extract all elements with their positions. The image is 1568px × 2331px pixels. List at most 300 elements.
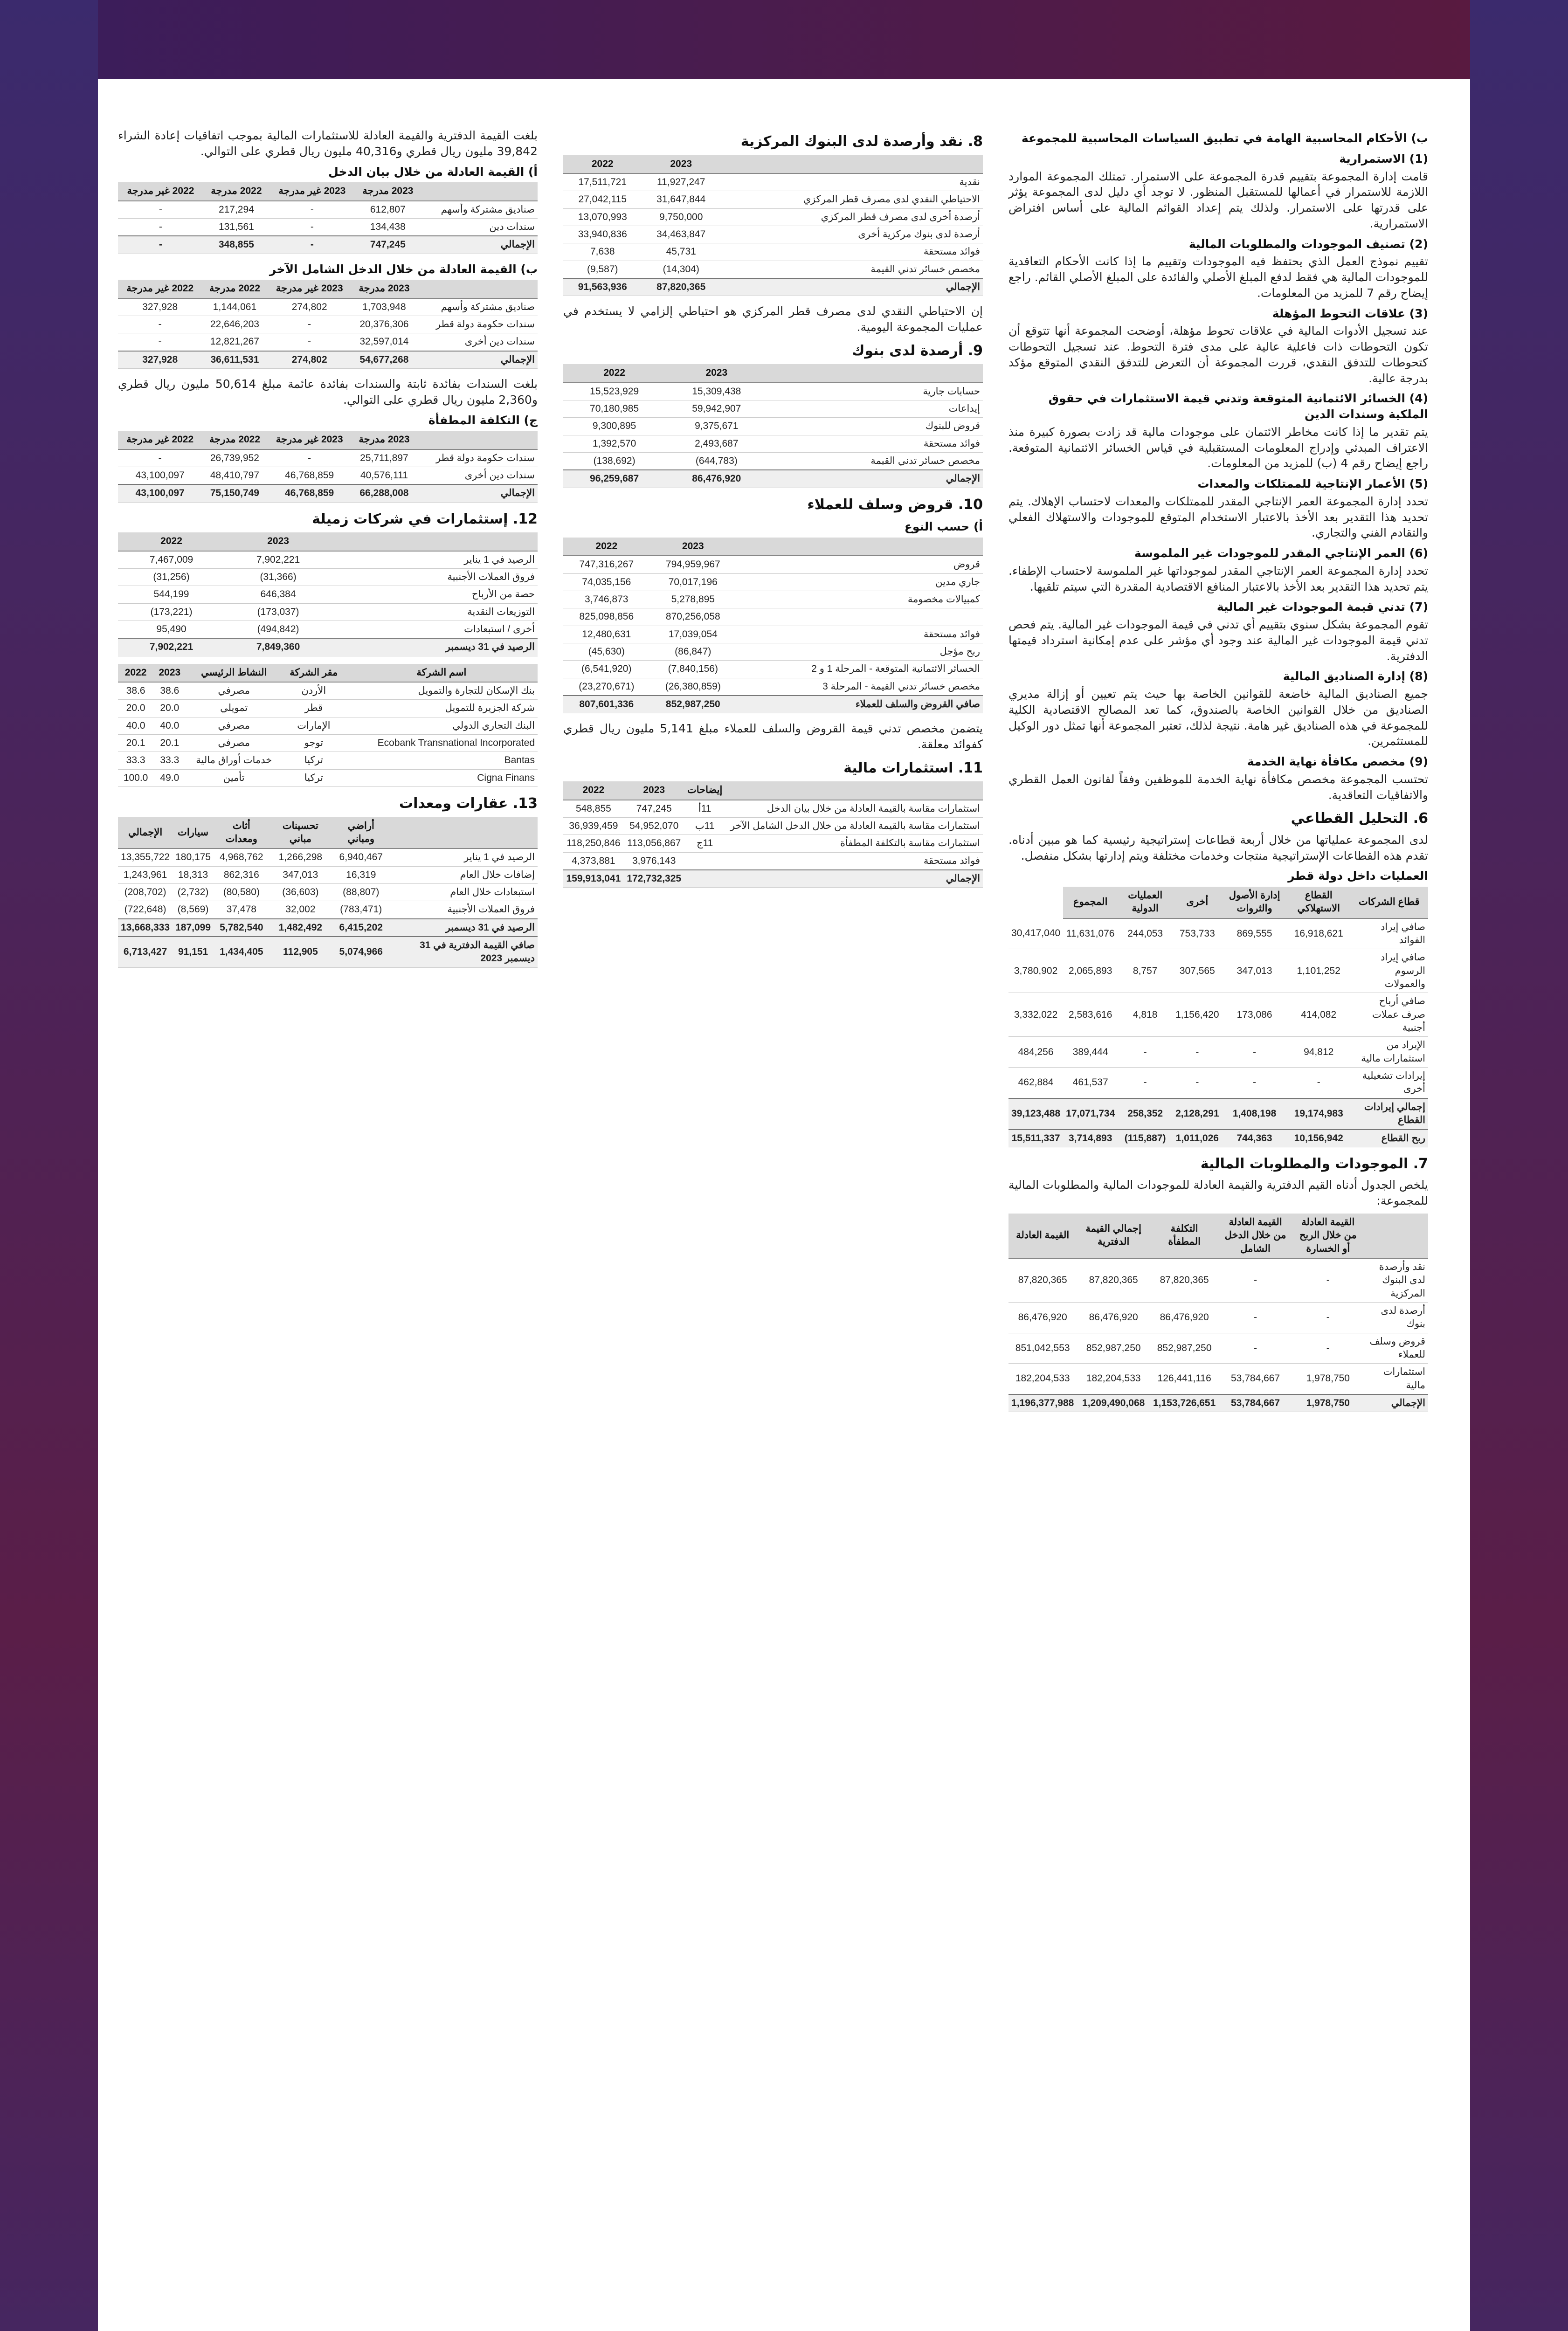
table-row [118, 586, 538, 603]
table-row [1008, 1394, 1428, 1412]
table-row [1008, 918, 1428, 949]
row-label: التوزيعات النقدية [332, 603, 538, 621]
table-cell: 307,565 [1173, 949, 1222, 993]
table-cell: 548,855 [563, 800, 624, 818]
table-cell: 13,668,333 [118, 919, 173, 937]
table-cell: (80,580) [214, 883, 269, 901]
section-heading: 10. قروض وسلف للعملاء [807, 496, 983, 513]
row-label: جاري مدين [736, 573, 983, 591]
table-cell: 66,288,008 [352, 484, 417, 502]
row-label: صافي القروض والسلف للعملاء [736, 696, 983, 713]
table-cell: 91,151 [173, 937, 214, 967]
column-header: 2023 [153, 664, 186, 682]
table-cell: (722,648) [118, 901, 173, 919]
table-cell: 869,555 [1222, 918, 1287, 949]
table-cell: 15,309,438 [665, 383, 767, 400]
row-label: ربح القطاع [1350, 1130, 1428, 1147]
table-row [563, 470, 983, 488]
table-cell: 87,820,365 [1077, 1258, 1150, 1303]
table-cell: 753,733 [1173, 918, 1222, 949]
table-cell: 747,316,267 [563, 556, 650, 573]
table-row [563, 608, 983, 626]
table-cell: (7,840,156) [650, 661, 737, 678]
row-label: أرصدة لدى بنوك [1364, 1302, 1428, 1333]
column-header: تحسينات مباني [269, 817, 332, 849]
table-row [118, 700, 538, 717]
table-cell: 794,959,967 [650, 556, 737, 573]
column-header: أراضي ومباني [332, 817, 390, 849]
table-cell: 825,098,856 [563, 608, 650, 626]
row-label: سندات حكومة دولة قطر [417, 316, 538, 333]
table-cell: (86,847) [650, 643, 737, 660]
table-cell: 1,392,570 [563, 435, 665, 452]
table-cell: 3,976,143 [624, 852, 684, 870]
right-border [1470, 0, 1568, 2331]
table-row [563, 678, 983, 696]
table-cell: 40.0 [118, 717, 153, 734]
column-header: 2023 مدرجة [352, 280, 417, 298]
column-header: 2022 غير مدرجة [118, 431, 202, 449]
row-label: الخسائر الائتمانية المتوقعة - المرحلة 1 و 2 [736, 661, 983, 678]
table-row [1008, 1258, 1428, 1303]
paragraph: تحدد إدارة المجموعة العمر الإنتاجي المقدر لموجوداتها غير الملموسة لاحتساب الإطفاء. يتم تحديد هذا التقدير بعد الأخذ بالاعتبار المنافع الاقتصادية المقدرة التي سيتم تلقيها. [1008, 564, 1428, 593]
sub-heading: (2) تصنيف الموجودات والمطلوبات المالية [1188, 237, 1428, 251]
table-header-row [1008, 887, 1428, 918]
sub-heading: (1) الاستمرارية [1339, 152, 1428, 166]
table-cell: 11ب [684, 818, 725, 835]
table-cell: 274,802 [268, 298, 352, 316]
table-row [1008, 1130, 1428, 1147]
table-cell: 462,884 [1008, 1068, 1063, 1098]
sub-heading: (8) إدارة الصناديق المالية [1283, 669, 1428, 683]
table-cell: 11أ [684, 800, 725, 818]
table-row [118, 201, 538, 219]
table-cell: 6,415,202 [332, 919, 390, 937]
table-cell: (208,702) [118, 883, 173, 901]
row-label: Cigna Finans [345, 769, 538, 786]
column-header: 2022 [118, 532, 225, 551]
table-cell: 36,611,531 [202, 351, 267, 369]
column-header: إيضاحات [684, 781, 725, 800]
table-cell: تأمين [186, 769, 282, 786]
column-right [1008, 126, 1428, 1420]
table-body [118, 298, 538, 369]
table-cell: 32,002 [269, 901, 332, 919]
column-header [421, 182, 538, 200]
table-cell: 17,071,734 [1063, 1098, 1118, 1130]
table-cell: 45,731 [642, 243, 720, 261]
table-header-row [563, 364, 983, 382]
table-cell: 48,410,797 [202, 467, 267, 485]
table-row [563, 452, 983, 470]
table-cell: 807,601,336 [563, 696, 650, 713]
row-label: فروق العملات الأجنبية [332, 568, 538, 586]
table-row [1008, 993, 1428, 1037]
table-head [118, 817, 538, 849]
table-cell: 46,768,859 [268, 484, 352, 502]
table-cell: 612,807 [355, 201, 421, 219]
paragraph: عند تسجيل الأدوات المالية في علاقات تحوط مؤهلة، أوضحت المجموعة أنها تتوقع أن تكون التحوطات ذات فاعلية عالية على مدى فترة التحوط. عند تسجيل التحوطات كتحوطات للتدفق النقدي، قررت المجموعة أن التعرض للتدفق النقدي المتوقع مؤكد بدرجة عالية. [1008, 324, 1428, 385]
column-header: 2022 مدرجة [202, 280, 267, 298]
table-body [563, 556, 983, 713]
table-head [118, 532, 538, 551]
table-cell: 96,259,687 [563, 470, 665, 488]
row-label: حصة من الأرباح [332, 586, 538, 603]
table-cell: 327,928 [118, 351, 202, 369]
row-label: سندات دين [421, 218, 538, 236]
table-cell: 134,438 [355, 218, 421, 236]
table-cell: - [269, 201, 355, 219]
table-row [563, 173, 983, 191]
table-cell: - [118, 333, 202, 351]
sub-heading: (9) مخصص مكافأة نهاية الخدمة [1247, 755, 1428, 768]
table-cell: تمويلي [186, 700, 282, 717]
table-row [1008, 1333, 1428, 1364]
table-cell: 244,053 [1118, 918, 1173, 949]
table-cell: 12,480,631 [563, 626, 650, 643]
table-row [1008, 949, 1428, 993]
table-cell: 49.0 [153, 769, 186, 786]
table-cell: 4,968,762 [214, 848, 269, 866]
column-header: القيمة العادلة من خلال الدخل الشامل [1218, 1214, 1292, 1258]
table-cell: - [118, 201, 203, 219]
section-heading: 7. الموجودات والمطلوبات المالية [1200, 1155, 1428, 1172]
table-cell: 1,434,405 [214, 937, 269, 967]
section-heading: 11. استثمارات مالية [843, 759, 983, 776]
table-cell: 53,784,667 [1218, 1364, 1292, 1394]
paragraph: يلخص الجدول أدناه القيم الدفترية والقيمة العادلة للموجودات المالية والمطلوبات المالية للمجموعة: [1008, 1178, 1428, 1208]
row-label [736, 608, 983, 626]
table-cell: 59,942,907 [665, 400, 767, 417]
table-row [563, 661, 983, 678]
column-header: 2022 [563, 155, 642, 173]
table-cell: - [118, 218, 203, 236]
top-band [0, 0, 1568, 79]
section-heading: ب) الأحكام المحاسبية الهامة في تطبيق السياسات المحاسبية للمجموعة [1021, 131, 1428, 145]
paragraph: بلغت السندات بفائدة ثابتة والسندات بفائدة عائمة مبلغ 50,614 مليون ريال قطري و2,360 مليون ريال قطري على التوالي. [118, 377, 538, 407]
table-head [563, 781, 983, 800]
table-cell: 4,373,881 [563, 852, 624, 870]
table-body [118, 449, 538, 503]
table-cell: 348,855 [203, 236, 269, 254]
table-row [563, 818, 983, 835]
column-header: 2022 مدرجة [202, 431, 267, 449]
column-header [417, 431, 538, 449]
table-body [563, 800, 983, 888]
table-cell: الأردن [282, 682, 345, 700]
table-cell: 258,352 [1118, 1098, 1173, 1130]
associates-table [118, 532, 538, 656]
table-cell: 7,467,009 [118, 551, 225, 569]
row-label: إيرادات تشغيلية أخرى [1350, 1068, 1428, 1098]
table-cell: 38.6 [118, 682, 153, 700]
table-cell: 9,300,895 [563, 418, 665, 435]
table-header-row [118, 280, 538, 298]
sub-heading: (3) علاقات التحوط المؤهلة [1272, 306, 1428, 320]
table-cell: 3,780,902 [1008, 949, 1063, 993]
row-label: فروق العملات الأجنبية [390, 901, 538, 919]
sub-heading: (5) الأعمار الإنتاجية للممتلكات والمعدات [1197, 477, 1428, 490]
table-cell: - [1292, 1302, 1364, 1333]
row-label: صافي إيراد الفوائد [1350, 918, 1428, 949]
row-label: فوائد مستحقة [725, 852, 983, 870]
table-cell: 25,711,897 [352, 449, 417, 467]
table-head [118, 280, 538, 298]
table-cell: 862,316 [214, 866, 269, 883]
column-header: 2022 [563, 781, 624, 800]
investments-table [563, 781, 983, 888]
column-header: 2023 غير مدرجة [269, 182, 355, 200]
banks-table [563, 364, 983, 488]
table-cell: 5,278,895 [650, 591, 737, 608]
column-header: إدارة الأصول والثروات [1222, 887, 1287, 918]
table-cell: 22,646,203 [202, 316, 267, 333]
table-cell: 1,482,492 [269, 919, 332, 937]
table-header-row [118, 182, 538, 200]
table-row [118, 467, 538, 485]
table-cell: 70,017,196 [650, 573, 737, 591]
row-label: مخصص خسائر تدني القيمة [767, 452, 983, 470]
row-label: Ecobank Transnational Incorporated [345, 735, 538, 752]
fvpl-table [118, 182, 538, 254]
table-row [563, 243, 983, 261]
table-cell: - [1292, 1333, 1364, 1364]
table-cell: - [1173, 1037, 1222, 1068]
table-cell: 544,199 [118, 586, 225, 603]
section-heading: 9. أرصدة لدى بنوك [851, 342, 983, 359]
table-cell: 7,638 [563, 243, 642, 261]
table-cell: (31,366) [225, 568, 332, 586]
table-cell: 1,703,948 [352, 298, 417, 316]
table-cell: (644,783) [665, 452, 767, 470]
table-cell: - [1222, 1068, 1287, 1098]
column-header: العمليات الدولية [1118, 887, 1173, 918]
table-row [118, 484, 538, 502]
table-cell: 19,174,983 [1287, 1098, 1350, 1130]
table-cell: 13,070,993 [563, 208, 642, 226]
table-cell: مصرفي [186, 717, 282, 734]
table-body [118, 848, 538, 967]
table-body [118, 551, 538, 656]
table-cell: 9,750,000 [642, 208, 720, 226]
column-header: 2022 [118, 664, 153, 682]
table-cell: مصرفي [186, 735, 282, 752]
loans-table [563, 538, 983, 713]
row-label: الإجمالي [417, 484, 538, 502]
table-row [563, 573, 983, 591]
table-cell: 852,987,250 [1150, 1333, 1218, 1364]
table-cell: 33.3 [153, 752, 186, 769]
table-cell: - [268, 316, 352, 333]
column-header [725, 781, 983, 800]
table-cell: 20.0 [118, 700, 153, 717]
row-label: صافي إيراد الرسوم والعمولات [1350, 949, 1428, 993]
table-cell: مصرفي [186, 682, 282, 700]
table-cell: 852,987,250 [1077, 1333, 1150, 1364]
table-cell: 17,039,054 [650, 626, 737, 643]
paragraph: تحدد إدارة المجموعة العمر الإنتاجي المقدر للممتلكات والمعدات لاحتساب الإهلاك. يتم تحديد هذا التقدير بعد الأخذ بالاعتبار الاستخدام المتوقع للموجودات والاستهلاك الفعلي والتقادم الفني والتجاري. [1008, 494, 1428, 540]
table-row [118, 603, 538, 621]
table-row [563, 852, 983, 870]
table-row [118, 638, 538, 656]
table-cell: 182,204,533 [1008, 1364, 1077, 1394]
table-cell: 43,100,097 [118, 484, 202, 502]
table-row [563, 870, 983, 888]
table-cell: 16,918,621 [1287, 918, 1350, 949]
row-label: Bantas [345, 752, 538, 769]
table-cell: - [268, 333, 352, 351]
table-cell: 18,313 [173, 866, 214, 883]
table-header-row [118, 817, 538, 849]
table-cell: 118,250,846 [563, 835, 624, 852]
paragraph: قامت إدارة المجموعة بتقييم قدرة المجموعة على الاستمرار. تمتلك المجموعة الموارد اللازمة للاستمرار في أعمالها للمستقبل المنظور. لا توجد أي دليل لدى المجموعة يؤثر على قدرتها على الاستمرار. ولذلك يتم إعداد القوائم المالية على أساس افتراض الاستمرارية. [1008, 169, 1428, 230]
table-cell: 159,913,041 [563, 870, 624, 888]
table-cell: 34,463,847 [642, 226, 720, 243]
table-row [118, 717, 538, 734]
table-cell: - [268, 449, 352, 467]
column-header: أخرى [1173, 887, 1222, 918]
table-header-row [118, 532, 538, 551]
table-cell: (31,256) [118, 568, 225, 586]
table-cell: 94,812 [1287, 1037, 1350, 1068]
row-label: الإيراد من استثمارات مالية [1350, 1037, 1428, 1068]
table-cell: 5,074,966 [332, 937, 390, 967]
row-label: نقدية [720, 173, 983, 191]
ownership-table [118, 664, 538, 787]
table-cell: 13,355,722 [118, 848, 173, 866]
table-cell: - [1218, 1258, 1292, 1303]
table-cell: 187,099 [173, 919, 214, 937]
table-row [118, 848, 538, 866]
table-cell: 11,631,076 [1063, 918, 1118, 949]
table-row [118, 682, 538, 700]
column-header: القيمة العادلة من خلال الربح أو الخسارة [1292, 1214, 1364, 1258]
table-row [118, 236, 538, 254]
row-label: سندات دين أخرى [417, 467, 538, 485]
table-cell: 75,150,749 [202, 484, 267, 502]
paragraph: تحتسب المجموعة مخصص مكافأة نهاية الخدمة للموظفين وفقاً لقانون العمل القطري والاتفاقيات التعاقدية. [1008, 772, 1428, 802]
column-header: 2023 [642, 155, 720, 173]
table-header-row [563, 155, 983, 173]
table-row [563, 400, 983, 417]
row-label: الرصيد في 1 يناير [332, 551, 538, 569]
segment-table [1008, 887, 1428, 1147]
table-cell: 40.0 [153, 717, 186, 734]
table-cell: 173,086 [1222, 993, 1287, 1037]
table-cell: (36,603) [269, 883, 332, 901]
table-row [563, 591, 983, 608]
table-cell: تركيا [282, 769, 345, 786]
column-header: 2023 [225, 532, 332, 551]
row-label: كمبيالات مخصومة [736, 591, 983, 608]
row-label: مخصص خسائر تدني القيمة [720, 261, 983, 278]
table-cell: 40,576,111 [352, 467, 417, 485]
newspaper-sheet [98, 79, 1470, 2331]
table-cell: 11ج [684, 835, 725, 852]
table-cell: 39,123,488 [1008, 1098, 1063, 1130]
table-row [563, 226, 983, 243]
table-body [1008, 918, 1428, 1147]
table-row [563, 696, 983, 713]
table-cell: 1,243,961 [118, 866, 173, 883]
table-cell: 20.1 [118, 735, 153, 752]
table-cell: 347,013 [1222, 949, 1287, 993]
table-cell: 43,100,097 [118, 467, 202, 485]
table-cell: - [118, 316, 202, 333]
table-cell: 70,180,985 [563, 400, 665, 417]
table-cell: 20.1 [153, 735, 186, 752]
table-header-row [118, 664, 538, 682]
row-label: إجمالي إيرادات القطاع [1350, 1098, 1428, 1130]
table-row [118, 449, 538, 467]
table-row [118, 568, 538, 586]
table-cell: - [1173, 1068, 1222, 1098]
table-cell: 6,940,467 [332, 848, 390, 866]
table-cell [684, 852, 725, 870]
sub-heading: أ) حسب النوع [904, 520, 983, 534]
row-label: صناديق مشتركة وأسهم [421, 201, 538, 219]
column-header: القيمة العادلة [1008, 1214, 1077, 1258]
table-cell: (23,270,671) [563, 678, 650, 696]
table-row [118, 752, 538, 769]
paragraph: بلغت القيمة الدفترية والقيمة العادلة للاستثمارات المالية بموجب اتفاقيات إعادة الشراء 39,842 مليون ريال قطري و40,316 مليون ريال قطري على التوالي. [118, 129, 538, 158]
row-label: قروض للبنوك [767, 418, 983, 435]
column-header: 2022 [563, 364, 665, 382]
column-header: 2022 [563, 538, 650, 556]
table-cell: 7,849,360 [225, 638, 332, 656]
column-header: 2023 مدرجة [352, 431, 417, 449]
table-cell: 747,245 [624, 800, 684, 818]
table-cell: 54,677,268 [352, 351, 417, 369]
table-row [118, 316, 538, 333]
row-label: الإجمالي [767, 470, 983, 488]
table-body [118, 682, 538, 787]
table-cell: 15,523,929 [563, 383, 665, 400]
table-cell: 1,153,726,651 [1150, 1394, 1218, 1412]
table-cell: قطر [282, 700, 345, 717]
table-row [118, 351, 538, 369]
row-label: استثمارات مالية [1364, 1364, 1428, 1394]
fvoci-table [118, 280, 538, 369]
table-cell: 112,905 [269, 937, 332, 967]
column-header: 2023 غير مدرجة [268, 431, 352, 449]
row-label: استثمارات مقاسة بالقيمة العادلة من خلال بيان الدخل [725, 800, 983, 818]
row-label: قروض وسلف للعملاء [1364, 1333, 1428, 1364]
column-header: 2023 غير مدرجة [268, 280, 352, 298]
table-cell: (173,037) [225, 603, 332, 621]
column-header: 2022 مدرجة [203, 182, 269, 200]
table-cell: 1,101,252 [1287, 949, 1350, 993]
table-row [563, 800, 983, 818]
table-cell: 36,939,459 [563, 818, 624, 835]
column-header: المجموع [1063, 887, 1118, 918]
table-cell: 91,563,936 [563, 278, 642, 296]
column-header [332, 532, 538, 551]
column-header: النشاط الرئيسي [186, 664, 282, 682]
row-label: الرصيد في 31 ديسمبر [332, 638, 538, 656]
table-cell: 274,802 [268, 351, 352, 369]
column-header: 2023 [624, 781, 684, 800]
table-cell: 484,256 [1008, 1037, 1063, 1068]
column-header [767, 364, 983, 382]
table-cell: - [1118, 1068, 1173, 1098]
table-header-row [1008, 1214, 1428, 1258]
table-cell: 26,739,952 [202, 449, 267, 467]
table-row [563, 435, 983, 452]
table-title: العمليات داخل دولة قطر [1288, 869, 1428, 883]
table-cell: 182,204,533 [1077, 1364, 1150, 1394]
table-head [118, 431, 538, 449]
